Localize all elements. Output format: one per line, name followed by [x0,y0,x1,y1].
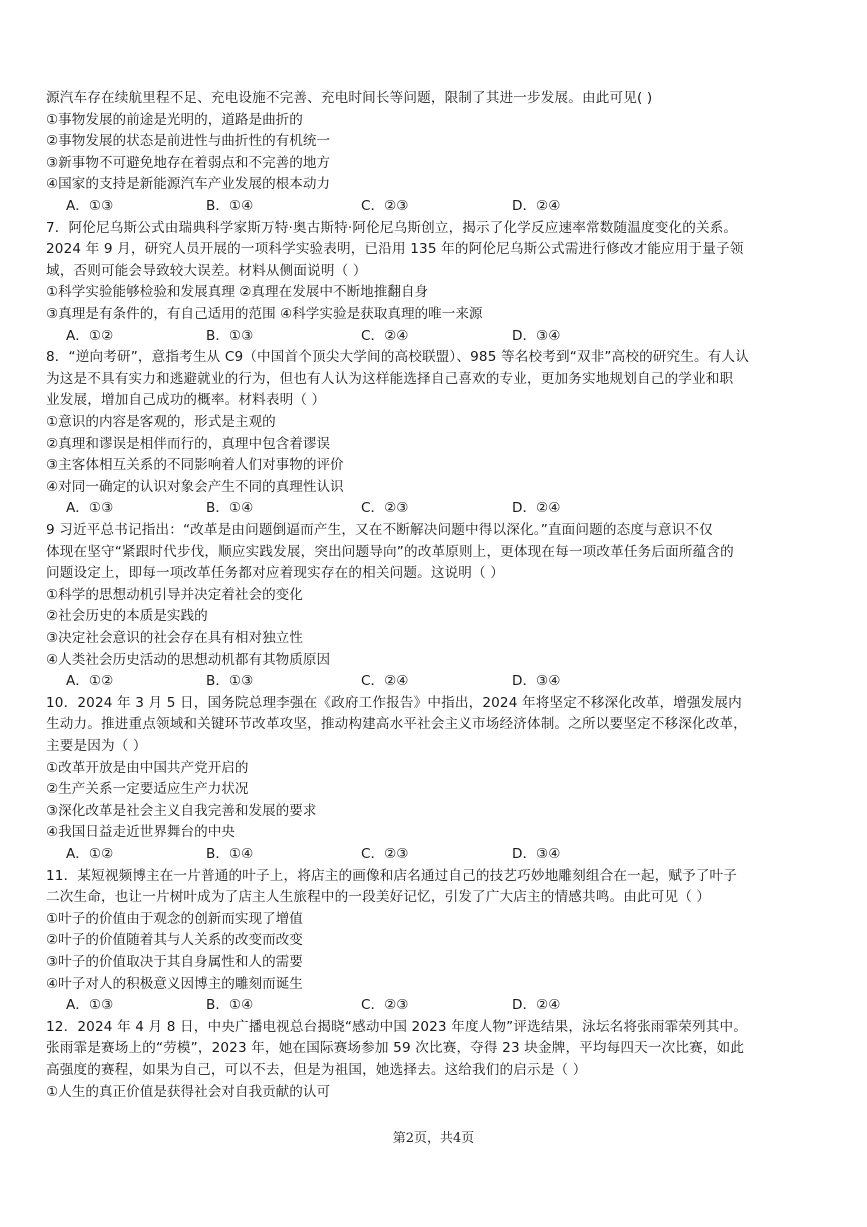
statement-line: ③决定社会意识的社会存在具有相对独立性 [46,630,303,646]
answer-option-c[interactable]: C．②③ [361,846,409,862]
answer-option-b[interactable]: B．①④ [206,500,254,517]
answer-option-d[interactable]: D．②④ [512,997,561,1014]
question-stem-line: 7．阿伦尼乌斯公式由瑞典科学家斯万特·奥古斯特·阿伦尼乌斯创立，揭示了化学反应速率常数随温度变化的关系。 [46,219,738,236]
question-stem-line: 问题设定上，即每一项改革任务都对应着现实存在的相关问题。这说明（ ） [46,565,505,582]
statement-line: ①意识的内容是客观的，形式是主观的 [46,414,276,430]
answer-option-a[interactable]: A．①③ [66,997,114,1014]
statement-line: ②社会历史的本质是实践的 [46,608,208,625]
answer-option-d[interactable]: D．③④ [512,327,561,344]
answer-option-a[interactable]: A．①③ [66,198,114,214]
statement-line: ②真理和谬误是相伴而行的，真理中包含着谬误 [46,435,331,452]
question-stem-line: 11．某短视频博主在一片普通的叶子上，将店主的画像和店名通过自己的技艺巧妙地雕刻组合在一起，赋予了叶子 [46,867,738,884]
statement-line: ②生产关系一定要适应生产力状况 [46,781,249,798]
question-stem-line: 张雨霏是赛场上的“劳模”，2023 年，她在国际赛场参加 59 次比赛，夺得 23 块金牌，平均每四天一次比赛，如此 [46,1040,745,1057]
answer-option-c[interactable]: C．②④ [361,327,409,344]
page-footer: 第2页，共4页 [392,1131,475,1146]
answer-option-d[interactable]: D．③④ [512,673,561,690]
statement-line: ②事物发展的状态是前进性与曲折性的有机统一 [46,133,331,150]
answer-option-a[interactable]: A．①② [66,673,114,690]
answer-option-c[interactable]: C．②④ [361,673,409,690]
answer-option-b[interactable]: B．①③ [206,673,254,690]
statement-line: ③深化改革是社会主义自我完善和发展的要求 [46,802,317,819]
answer-option-a[interactable]: A．①③ [66,500,114,517]
question-stem-line: 生动力。推进重点领域和关键环节改革攻坚，推动构建高水平社会主义市场经济体制。之所以要坚定不移深化改革， [46,716,747,733]
statement-line: ④叶子对人的积极意义因博主的雕刻而诞生 [46,975,303,992]
question-stem-line: 业发展，增加自己成功的概率。材料表明（ ） [46,392,326,409]
question-stem-line: 高强度的赛程，如果为自己，可以不去，但是为祖国，她选择去。这给我们的启示是（ ） [46,1062,587,1078]
answer-option-d[interactable]: D．②④ [512,500,561,517]
statement-line: ③叶子的价值取决于其自身属性和人的需要 [46,954,303,970]
question-stem-line: 为这是不具有实力和逃避就业的行为，但也有人认为这样能选择自己喜欢的专业，更加务实地规划自己的学业和职 [46,370,734,387]
answer-option-a[interactable]: A．①② [66,327,114,344]
statement-line: ④国家的支持是新能源汽车产业发展的根本动力 [46,176,331,193]
question-stem-line: 8．“逆向考研”，意指考生从 C9（中国首个顶尖大学间的高校联盟）、985 等名校考到“双非”高校的研究生。有人认 [46,349,750,366]
question-stem-line: 主要是因为（ ） [46,738,147,754]
answer-option-b[interactable]: B．①③ [206,327,254,344]
answer-option-d[interactable]: D．③④ [512,846,561,862]
question-stem-line: 体现在坚守“紧跟时代步伐，顺应实践发展，突出问题导向”的改革原则上，更体现在每一项改革任务后面所蕴含的 [46,543,734,560]
answer-option-b[interactable]: B．①④ [206,846,254,862]
answer-option-d[interactable]: D．②④ [512,198,561,214]
answer-option-b[interactable]: B．①④ [206,198,254,214]
statement-line: ③主客体相互关系的不同影响着人们对事物的评价 [46,457,344,474]
statement-line: ①事物发展的前途是光明的，道路是曲折的 [46,111,303,128]
statement-line: ①科学实验能够检验和发展真理 ②真理在发展中不断地推翻自身 [46,284,429,301]
statement-line: ④对同一确定的认识对象会产生不同的真理性认识 [46,478,344,495]
statement-line: ①改革开放是由中国共产党开启的 [46,759,249,776]
statement-line: ③新事物不可避免地存在着弱点和不完善的地方 [46,154,331,171]
statement-line: ④人类社会历史活动的思想动机都有其物质原因 [46,651,331,668]
question-stem-line: 源汽车存在续航里程不足、充电设施不完善、充电时间长等问题，限制了其进一步发展。由此可见( ) [46,90,653,106]
statement-line: ④我国日益走近世界舞台的中央 [46,824,235,841]
statement-line: ③真理是有条件的，有自己适用的范围 ④科学实验是获取真理的唯一来源 [46,306,483,322]
question-stem-line: 域，否则可能会导致较大误差。材料从侧面说明（ ） [46,262,367,279]
statement-line: ②叶子的价值随着其与人关系的改变而改变 [46,932,303,949]
answer-option-c[interactable]: C．②③ [361,198,409,214]
question-stem-line: 12．2024 年 4 月 8 日，中央广播电视总台揭晓“感动中国 2023 年度人物”评选结果，泳坛名将张雨霏荣列其中。 [46,1018,748,1035]
answer-option-c[interactable]: C．②③ [361,997,409,1014]
statement-line: ①叶子的价值由于观念的创新而实现了增值 [46,910,303,927]
question-stem-line: 10．2024 年 3 月 5 日，国务院总理李强在《政府工作报告》中指出，2024 年将坚定不移深化改革，增强发展内 [46,694,742,711]
question-stem-line: 2024 年 9 月，研究人员开展的一项科学实验表明，已沿用 135 年的阿伦尼乌斯公式需进行修改才能应用于量子领 [46,241,744,258]
answer-option-b[interactable]: B．①④ [206,997,254,1014]
answer-option-c[interactable]: C．②③ [361,500,409,517]
question-stem-line: 9 习近平总书记指出：“改革是由问题倒逼而产生，又在不断解决问题中得以深化。”直面问题的态度与意识不仅 [46,522,713,538]
statement-line: ①科学的思想动机引导并决定着社会的变化 [46,586,303,603]
statement-line: ①人生的真正价值是获得社会对自我贡献的认可 [46,1083,331,1100]
question-stem-line: 二次生命，也让一片树叶成为了店主人生旅程中的一段美好记忆，引发了广大店主的情感共鸣。由此可见（ ） [46,889,711,906]
answer-option-a[interactable]: A．①② [66,846,114,862]
